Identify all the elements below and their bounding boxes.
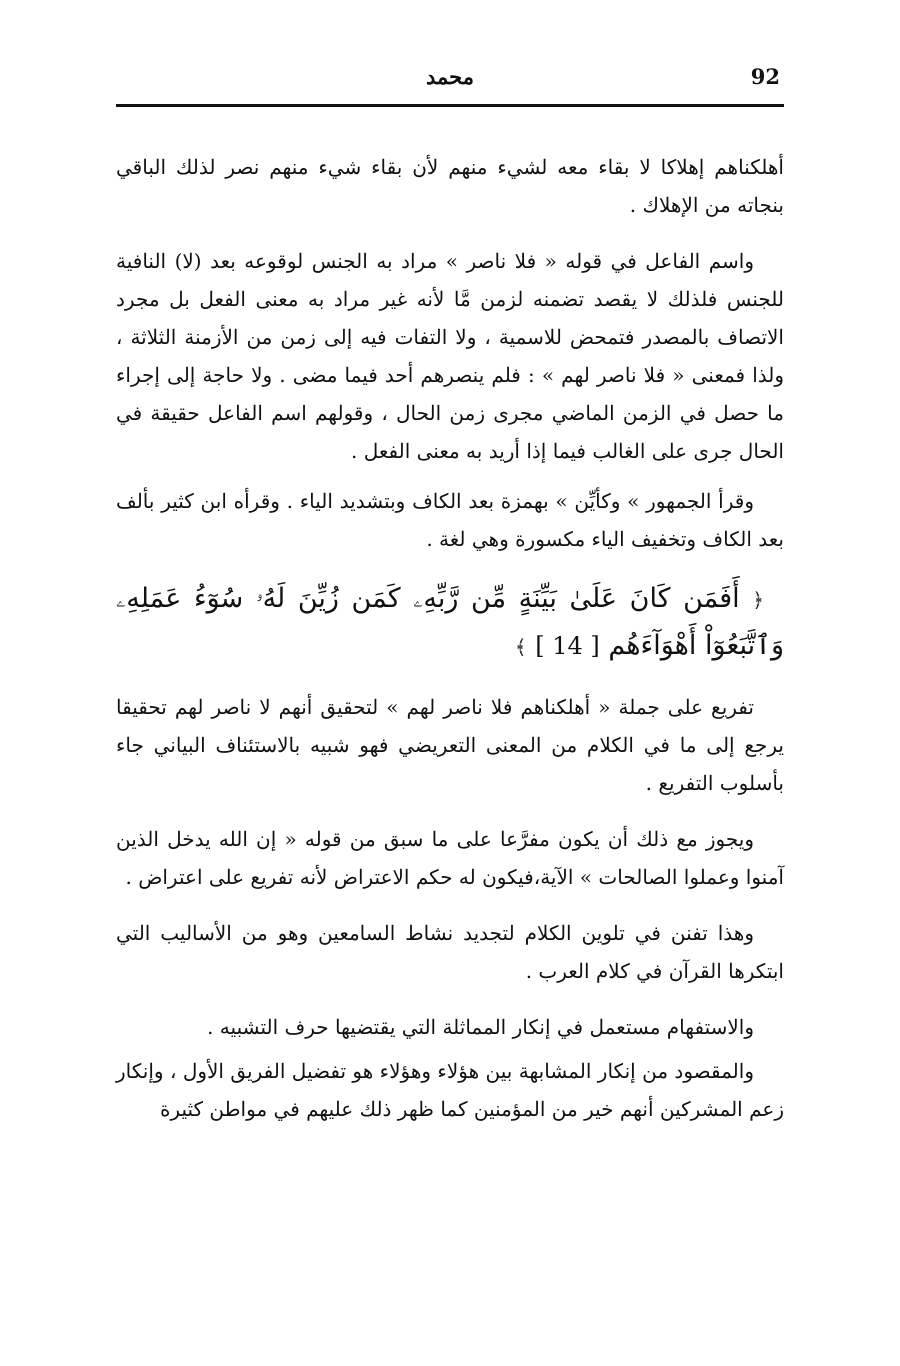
verse-text: أَفَمَن كَانَ عَلَىٰ بَيِّنَةٍ مِّن رَّبِّهِۦ كَمَن زُيِّنَ لَهُۥ سُوٓءُ عَمَلِهِۦ وَٱتَّبَعُوٓاْ أَهْوَآءَهُم [116,583,784,661]
running-title: محمد [426,64,474,89]
page-header [116,56,784,100]
quran-verse [116,576,784,670]
page-number: 92 [750,64,780,89]
paragraph-3: وقرأ الجمهور » وكأيِّن » بهمزة بعد الكاف وبتشديد الياء . وقرأه ابن كثير بألف بعد الكاف وتخفيف الياء مكسورة وهي لغة . [116,489,784,551]
paragraph-8: والمقصود من إنكار المشابهة بين هؤلاء وهؤلاء هو تفضيل الفريق الأول ، وإنكار زعم المشركين أنهم خير من المؤمنين كما ظهر ذلك عليهم في مواطن كثيرة [116,1059,784,1121]
paragraph-2: واسم الفاعل في قوله « فلا ناصر » مراد به الجنس لوقوعه بعد (لا) النافية للجنس فلذلك لا يقصد تضمنه لزمن مَّا لأنه غير مراد به معنى الفعل بل مجرد الاتصاف بالمصدر فتمحض للاسمية ، ولا التفات فيه إلى زمن من الأزمنة الثلاثة ، ولذا فمعنى « فلا ناصر لهم » : فلم ينصرهم أحد فيما مضى . ولا حاجة إلى إجراء ما حصل في الزمن الماضي مجرى زمن الحال ، وقولهم اسم الفاعل حقيقة في الحال جرى على الغالب فيما إذا أريد به معنى الفعل . [116,249,784,463]
verse-open-ornament: ﴿ [752,588,764,612]
body-text [116,148,784,1128]
verse-number: [ 14 ] [535,632,600,660]
paragraph-1: أهلكناهم إهلاكا لا بقاء معه لشيء منهم لأن بقاء شيء منهم نصر لذلك الباقي بنجاته من الإهلاك . [116,155,784,217]
paragraph-7: والاستفهام مستعمل في إنكار المماثلة التي يقتضيها حرف التشبيه . [207,1015,754,1039]
paragraph-4: تفريع على جملة « أهلكناهم فلا ناصر لهم » لتحقيق أنهم لا ناصر لهم تحقيقا يرجع إلى ما في الكلام من المعنى التعريضي فهو شبيه بالاستئناف البياني جاء بأسلوب التفريع . [116,695,784,795]
paragraph-5: ويجوز مع ذلك أن يكون مفرَّعا على ما سبق من قوله « إن الله يدخل الذين آمنوا وعملوا الصالحات » الآية،فيكون له حكم الاعتراض لأنه تفريع على اعتراض . [116,827,784,889]
paragraph-6: وهذا تفنن في تلوين الكلام لتجديد نشاط السامعين وهو من الأساليب التي ابتكرها القرآن في كلام العرب . [116,921,784,983]
verse-close-ornament: ﴾ [514,635,527,659]
header-rule [116,104,784,107]
